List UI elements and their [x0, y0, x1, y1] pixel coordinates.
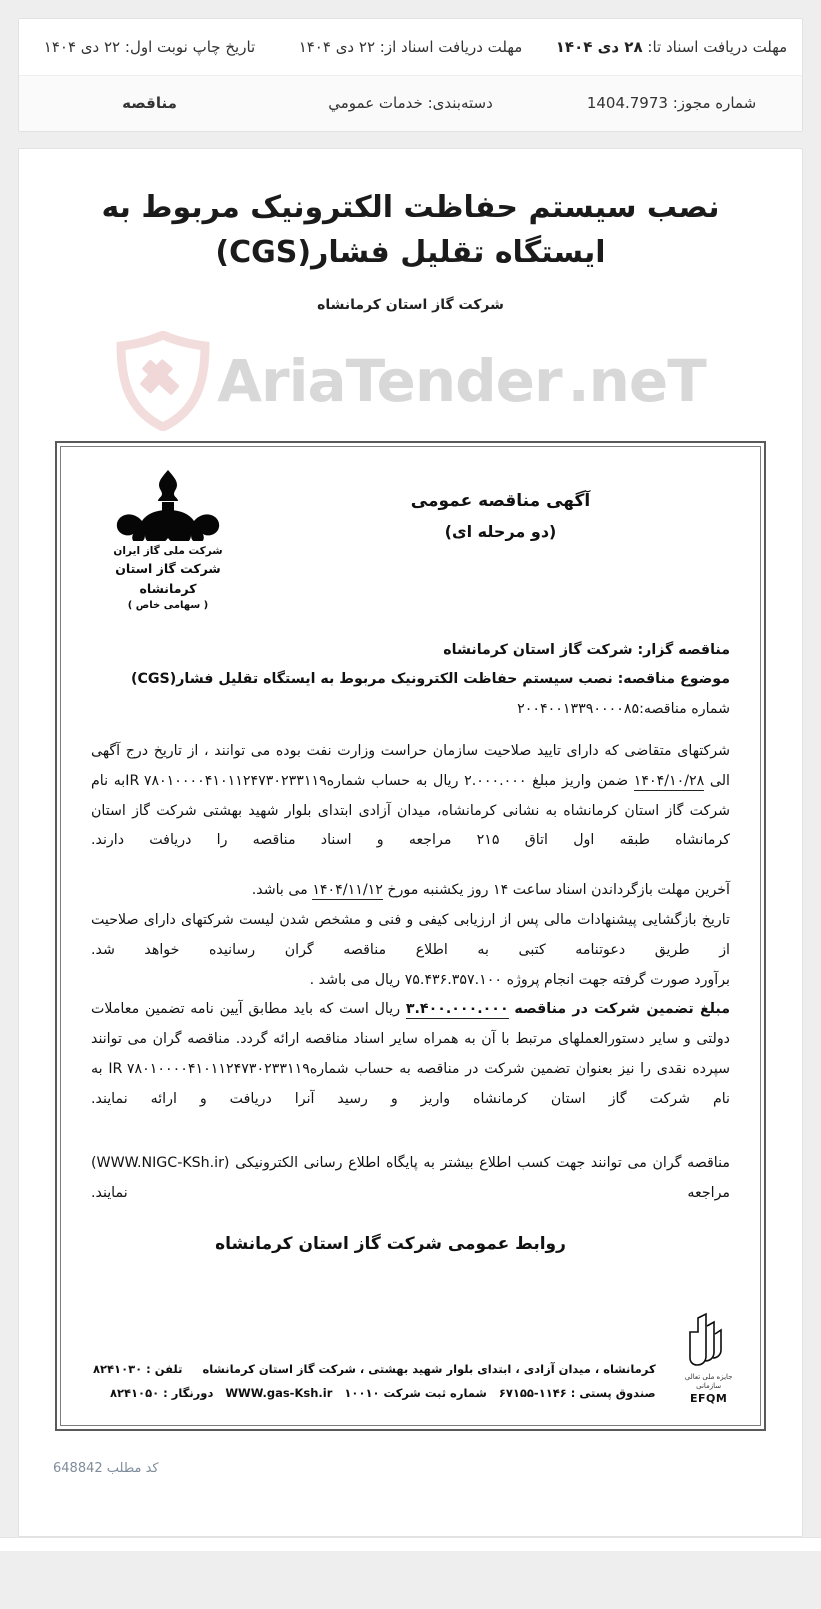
- meta-cell-deadline-to: [541, 37, 802, 58]
- para6-part-a: مناقصه گران می توانند جهت کسب اطلاع بیشتر به پایگاه اطلاع رسانی الکترونیکی (: [223, 1154, 730, 1171]
- footer-fax-label: دورنگار :: [163, 1385, 214, 1400]
- nigc-caption-line3: ( سهامی خاص ): [127, 600, 209, 612]
- nigc-caption-line2: شرکت گاز استان کرمانشاه: [115, 561, 221, 596]
- para6-website-url: WWW.NIGC-KSh.ir: [96, 1154, 224, 1171]
- line-employer: مناقصه گزار: شرکت گاز استان کرمانشاه: [443, 641, 730, 658]
- para1-deadline-date: ۱۴۰۴/۱۰/۲۸: [633, 772, 705, 789]
- meta-cell-permit-number: [541, 93, 802, 114]
- content-code-value: 648842: [53, 1461, 103, 1477]
- meta-value-deadline-from: ۲۲ دی ۱۴۰۴: [298, 37, 376, 56]
- footer-phone-value: ۸۲۴۱۰۳۰: [93, 1361, 143, 1376]
- para2-part-a: آخرین مهلت بازگرداندن اسناد ساعت ۱۴ روز یکشنبه مورخ: [387, 882, 730, 899]
- meta-value-type: مناقصه: [122, 94, 177, 112]
- paragraph-opening-date: تاریخ بازگشایی پیشنهادات مالی پس از ارزیابی کیفی و فنی و مشخص شدن لیست شرکتهای دارای صلاحیت از طریق دعوتنامه کتبی به اطلاع مناقصه گران رسانیده خواهد شد.: [91, 912, 730, 958]
- para5-part-a: مبلغ تضمین شرکت در مناقصه: [514, 1001, 731, 1018]
- meta-cell-category: [280, 93, 541, 114]
- meta-value-deadline-to: ۲۸ دی ۱۴۰۴: [555, 37, 643, 56]
- document-header: [87, 469, 734, 614]
- document-body: [87, 636, 734, 1408]
- paragraph-project-estimate: [91, 966, 730, 996]
- meta-value-category: خدمات عمومي: [328, 94, 423, 112]
- footer-address-line: [93, 1357, 656, 1381]
- para1-document-fee: ۲.۰۰۰.۰۰۰: [464, 772, 527, 789]
- nigc-caption-line1: شرکت ملی گاز ایران: [113, 545, 223, 557]
- line-tender-number: [91, 695, 730, 725]
- watermark-text: AriaTender: [217, 347, 562, 415]
- meta-cell-type: [19, 93, 280, 114]
- para4-part-a: برآورد صورت گرفته جهت انجام پروژه: [506, 971, 730, 988]
- nigc-flame-icon: [102, 469, 234, 541]
- page-title: نصب سیستم حفاظت الکترونیک مربوط به ایستگاه تقلیل فشار(CGS): [101, 190, 720, 270]
- footer-contact-block: [93, 1357, 662, 1405]
- para1-part-d: به نام شرکت گاز استان کرمانشاه به نشانی کرمانشاه، میدان آزادی ابتدای بلوار شهید بهشتی شرکت گاز استان کرمانشاه طبقه اول اتاق ۲۱۵ مراجعه و اسناد مناقصه را دریافت دارند.: [91, 772, 730, 849]
- tender-meta-card: [18, 18, 803, 132]
- document-heading-line2: (دو مرحله ای): [444, 522, 557, 542]
- tender-main-card: [18, 148, 803, 1537]
- para6-part-b: ) مراجعه نمایند.: [91, 1154, 730, 1201]
- page-bottom-strip: [0, 1537, 821, 1551]
- document-footer: [91, 1312, 733, 1407]
- tender-number-label: شماره مناقصه:: [639, 701, 730, 718]
- para1-part-a: شرکتهای متقاضی که دارای تایید صلاحیت سازمان حراست وزارت نفت بوده می توانند ، از تاریخ درج آگهی الی: [91, 742, 730, 789]
- shield-gavel-icon: [115, 331, 211, 431]
- watermark-suffix: .neT: [567, 347, 706, 415]
- footer-fax-value: ۸۲۴۱۰۵۰: [109, 1385, 160, 1400]
- meta-value-permit-number: 1404.7973: [586, 94, 668, 112]
- paragraph-return-deadline: [91, 876, 730, 906]
- document-signature: روابط عمومی شرکت گاز استان کرمانشاه: [215, 1234, 566, 1255]
- nigc-logo-caption: [93, 543, 243, 614]
- line-subject: موضوع مناقصه: نصب سیستم حفاظت الکترونیک مربوط به ایستگاه تقلیل فشار(CGS): [130, 671, 730, 688]
- meta-value-first-print-date: ۲۲ دی ۱۴۰۴: [43, 37, 121, 56]
- footer-address: کرمانشاه ، میدان آزادی ، ابتدای بلوار شهید بهشتی ، شرکت گاز استان کرمانشاه: [202, 1361, 656, 1376]
- para2-part-b: می باشد.: [251, 882, 308, 899]
- meta-label-deadline-to: مهلت دریافت اسناد تا:: [647, 37, 788, 56]
- para1-part-b: ضمن واریز مبلغ: [532, 772, 629, 789]
- nigc-logo: [93, 469, 243, 614]
- meta-row-category: [19, 75, 802, 131]
- meta-label-category: دسته‌بندی:: [427, 94, 493, 112]
- para1-iban: IR ۷۸۰۱۰۰۰۰۴۱۰۱۱۲۴۷۳۰۲۳۳۱۱۹: [125, 772, 327, 789]
- meta-label-deadline-from: مهلت دریافت اسناد از:: [379, 37, 523, 56]
- footer-reg-value: ۱۰۰۱۰: [344, 1385, 380, 1400]
- efqm-award-block: [672, 1312, 746, 1405]
- footer-pobox-label: صندوق پستی :: [570, 1385, 656, 1400]
- paragraph-guarantee: [91, 995, 730, 1114]
- para5-guarantee-amount: ۳.۴۰۰.۰۰۰.۰۰۰: [405, 1001, 509, 1018]
- document-heading-line1: آگهی مناقصه عمومی: [410, 491, 591, 511]
- footer-pobox-value: ۱۱۴۶-۶۷۱۵۵: [498, 1385, 567, 1400]
- meta-label-first-print-date: تاریخ چاپ نوبت اول:: [124, 37, 256, 56]
- meta-row-dates: [19, 19, 802, 75]
- meta-cell-deadline-from: [280, 37, 541, 58]
- para4-part-b: ریال می باشد .: [309, 971, 401, 988]
- tender-document-image: [55, 441, 766, 1431]
- tender-organization: شرکت گاز استان کرمانشاه: [317, 297, 504, 313]
- meta-label-permit-number: شماره مجوز:: [672, 94, 757, 112]
- para2-return-date: ۱۴۰۴/۱۱/۱۲: [312, 882, 383, 899]
- content-code-row: [47, 1431, 774, 1496]
- content-code-label: کد مطلب: [106, 1461, 159, 1477]
- efqm-award-icon: [686, 1312, 732, 1368]
- site-watermark: [47, 327, 774, 435]
- meta-cell-first-print-date: [19, 37, 280, 58]
- footer-phone-label: تلفن :: [146, 1361, 183, 1376]
- para5-part-b: ریال است که باید مطابق آیین نامه تضمین معاملات دولتی و سایر دستورالعملهای مرتبط با آن به همراه سایر اسناد مناقصه ارائه گردد. مناقصه گران می توانند سپرده نقدی را نیز بعنوان تضمین شرکت در مناقصه به حساب شماره: [91, 1001, 730, 1078]
- tender-number-value: ۲۰۰۴۰۰۱۳۳۹۰۰۰۰۸۵: [517, 701, 640, 718]
- document-heading: [273, 469, 728, 548]
- footer-website: WWW.gas-Ksh.ir: [225, 1385, 333, 1400]
- para5-part-c: به نام شرکت گاز استان کرمانشاه واریز و رسید آنرا دریافت و ارائه نمایند.: [91, 1061, 730, 1107]
- footer-reg-label: شماره ثبت شرکت: [383, 1385, 487, 1400]
- efqm-caption: جایزه ملی تعالی سازمانی: [684, 1373, 733, 1390]
- footer-postal-line: [93, 1381, 656, 1405]
- paragraph-more-info: [91, 1149, 730, 1209]
- paragraph-eligibility: [91, 737, 730, 856]
- para5-iban: IR ۷۸۰۱۰۰۰۰۴۱۰۱۱۲۴۷۳۰۲۳۳۱۱۹: [108, 1061, 310, 1078]
- para4-estimate-amount: ۷۵.۴۳۶.۳۵۷.۱۰۰: [404, 971, 503, 988]
- para1-part-c: ریال به حساب شماره: [326, 772, 459, 789]
- efqm-name: EFQM: [689, 1392, 728, 1406]
- content-code: [53, 1461, 159, 1476]
